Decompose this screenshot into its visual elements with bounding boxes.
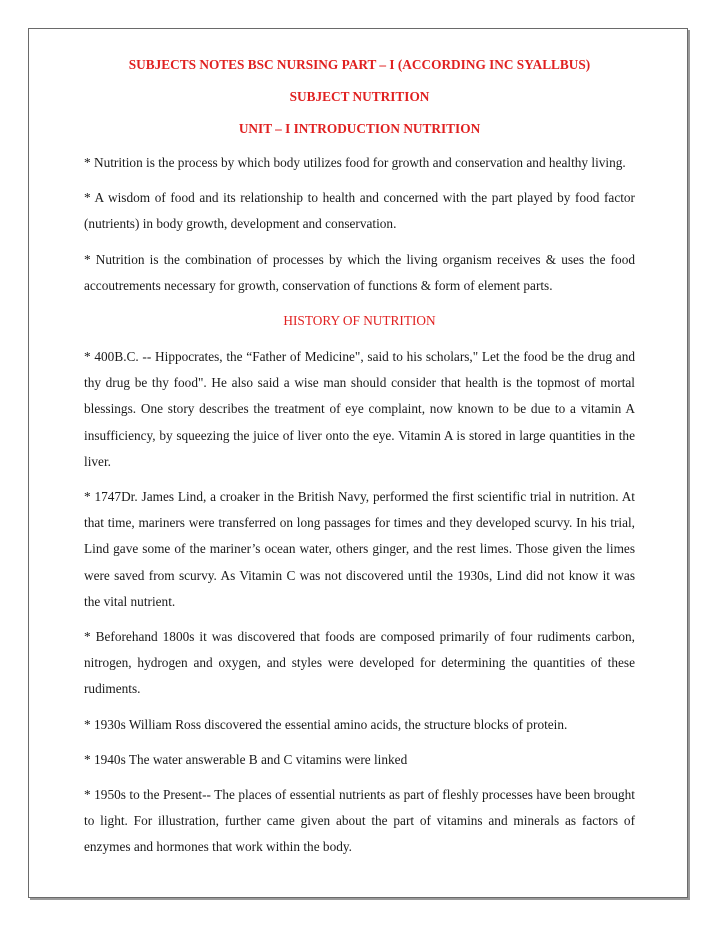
paragraph: * Nutrition is the combination of processes by which the living organism receives & uses the food accoutrements necessary for growth, conservation of functions & form of element parts. [84,251,635,293]
paragraph: * 1747Dr. James Lind, a croaker in the British Navy, performed the first scientific trial in nutrition. At that time, mariners were transferred on long passages for times and they developed scurvy. In his trial, Lind gave some of the mariner’s ocean water, others ginger, and the rest limes. Those given the limes were saved from scurvy. As Vitamin C was not discovered until the 1930s, Lind did not know it was the vital nutrient. [84,489,635,609]
paragraph: * A wisdom of food and its relationship to health and concerned with the part played by food factor (nutrients) in body growth, development and conservation. [84,190,635,232]
paragraph: * Nutrition is the process by which body utilizes food for growth and conservation and healthy living. [84,155,626,170]
paragraph: * 1950s to the Present-- The places of essential nutrients as part of fleshly processes have been brought to light. For illustration, further came given about the part of vitamins and minerals as factors of enzymes and hormones that work within the body. [84,787,635,855]
subject-title: SUBJECT NUTRITION [289,89,430,104]
document-title: SUBJECTS NOTES BSC NURSING PART – I (ACCORDING INC SYALLBUS) [128,57,591,72]
document-content [84,56,635,870]
paragraph: * 1930s William Ross discovered the essential amino acids, the structure blocks of protein. [84,716,568,732]
unit-title: UNIT – I INTRODUCTION NUTRITION [238,121,481,136]
paragraph: * 400B.C. -- Hippocrates, the “Father of Medicine", said to his scholars," Let the food be the drug and thy drug be thy food". He also said a wise man should consider that health is the topmost of mortal blessings. One story describes the treatment of eye complaint, now known to be due to a vitamin A insufficiency, by squeezing the juice of liver onto the eye. Vitamin A is stored in large quantities in the liver. [84,349,635,469]
history-heading: HISTORY OF NUTRITION [283,313,436,329]
paragraph: * Beforehand 1800s it was discovered that foods are composed primarily of four rudiments carbon, nitrogen, hydrogen and oxygen, and styles were developed for determining the quantities of these rudiments. [84,629,635,697]
paragraph: * 1940s The water answerable B and C vitamins were linked [84,751,408,767]
